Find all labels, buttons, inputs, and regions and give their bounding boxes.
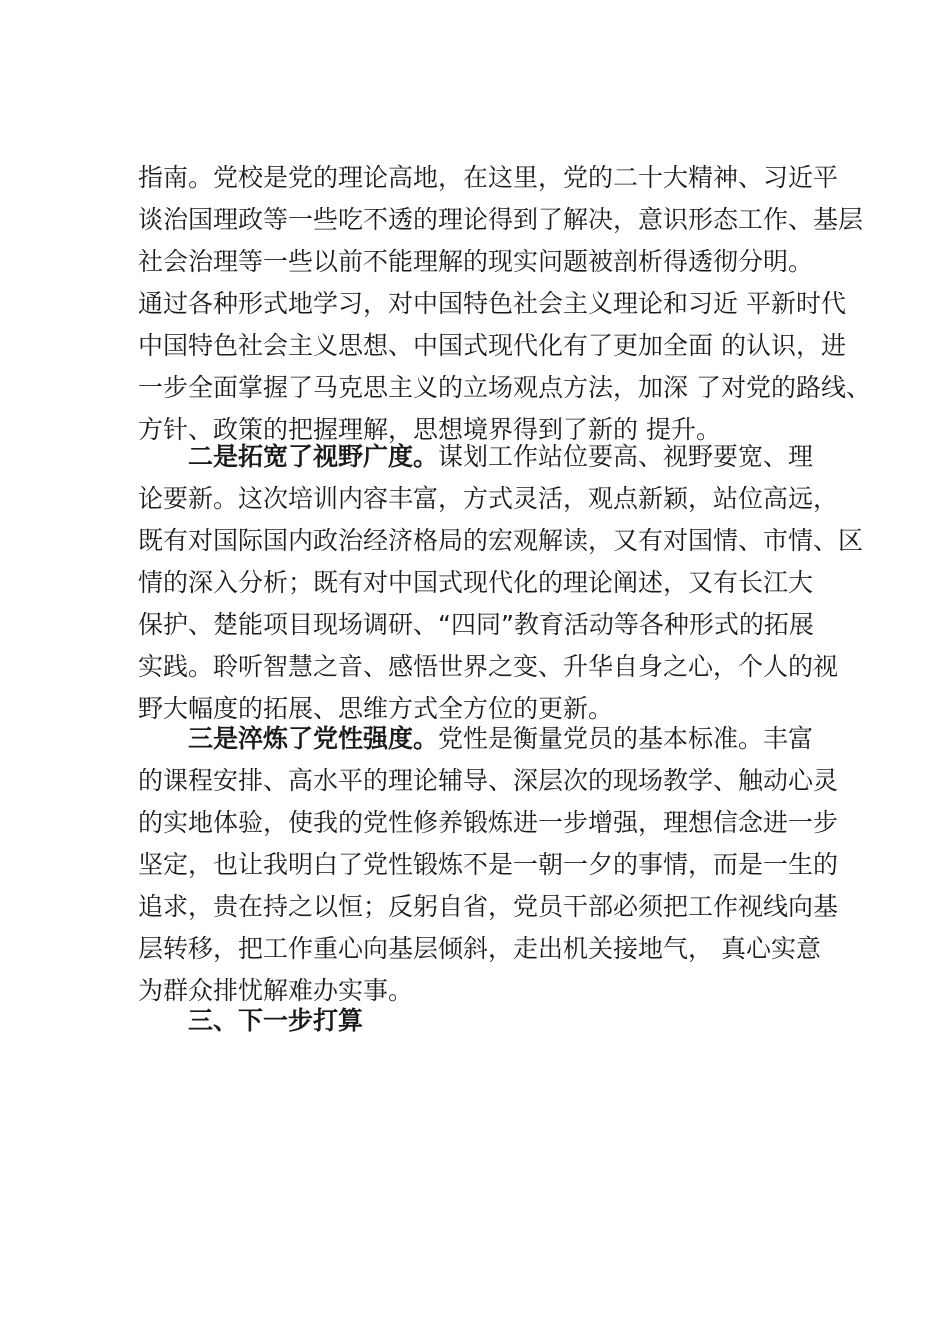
section3-lead: 三是淬炼了党性强度。 bbox=[188, 724, 439, 753]
paragraph-line: 指南。党校是党的理论高地，在这里，党的二十大精神、习近平 bbox=[138, 163, 839, 192]
paragraph-line: 的课程安排、高水平的理论辅导、深层次的现场教学、触动心灵 bbox=[138, 766, 839, 795]
paragraph-line: 论要新。这次培训内容丰富，方式灵活，观点新颖，站位高远， bbox=[138, 484, 839, 513]
section-heading: 三、下一步打算 bbox=[188, 1006, 364, 1035]
paragraph-line: 追求，贵在持之以恒；反躬自省，党员干部必须把工作视线向基 bbox=[138, 892, 839, 921]
paragraph-line: 野大幅度的拓展、思维方式全方位的更新。 bbox=[138, 694, 614, 723]
paragraph-line: 的实地体验，使我的党性修养锻炼进一步增强，理想信念进一步 bbox=[138, 808, 839, 837]
section3-first-rest: 党性是衡量党员的基本标准。丰富 bbox=[438, 724, 814, 753]
paragraph-line: 既有对国际国内政治经济格局的宏观解读，又有对国情、市情、区 bbox=[138, 526, 864, 555]
section3-first-line bbox=[188, 719, 813, 759]
paragraph-line: 层转移，把工作重心向基层倾斜，走出机关接地气， 真心实意 bbox=[138, 934, 821, 963]
paragraph-line: 保护、楚能项目现场调研、“四同”教育活动等各种形式的拓展 bbox=[138, 610, 814, 639]
paragraph-line: 一步全面掌握了马克思主义的立场观点方法，加深 了对党的路线、 bbox=[138, 373, 871, 402]
paragraph-line: 坚定，也让我明白了党性锻炼不是一朝一夕的事情，而是一生的 bbox=[138, 850, 839, 879]
paragraph-line: 为群众排忧解难办实事。 bbox=[138, 976, 414, 1005]
paragraph-line: 实践。聆听智慧之音、感悟世界之变、升华自身之心，个人的视 bbox=[138, 652, 839, 681]
section2-first-rest: 谋划工作站位要高、视野要宽、理 bbox=[438, 442, 814, 471]
paragraph-line: 方针、政策的把握理解，思想境界得到了新的 提升。 bbox=[138, 415, 721, 444]
section2-lead: 二是拓宽了视野广度。 bbox=[188, 442, 439, 471]
paragraph-line: 社会治理等一些以前不能理解的现实问题被剖析得透彻分明。 bbox=[138, 247, 814, 276]
paragraph-line: 通过各种形式地学习，对中国特色社会主义理论和习近 平新时代 bbox=[138, 289, 846, 318]
paragraph-line: 谈治国理政等一些吃不透的理论得到了解决，意识形态工作、基层 bbox=[138, 205, 864, 234]
paragraph-line: 情的深入分析；既有对中国式现代化的理论阐述，又有长江大 bbox=[138, 568, 814, 597]
section2-first-line bbox=[188, 437, 813, 477]
paragraph-line: 中国特色社会主义思想、中国式现代化有了更加全面 的认识，进 bbox=[138, 331, 846, 360]
